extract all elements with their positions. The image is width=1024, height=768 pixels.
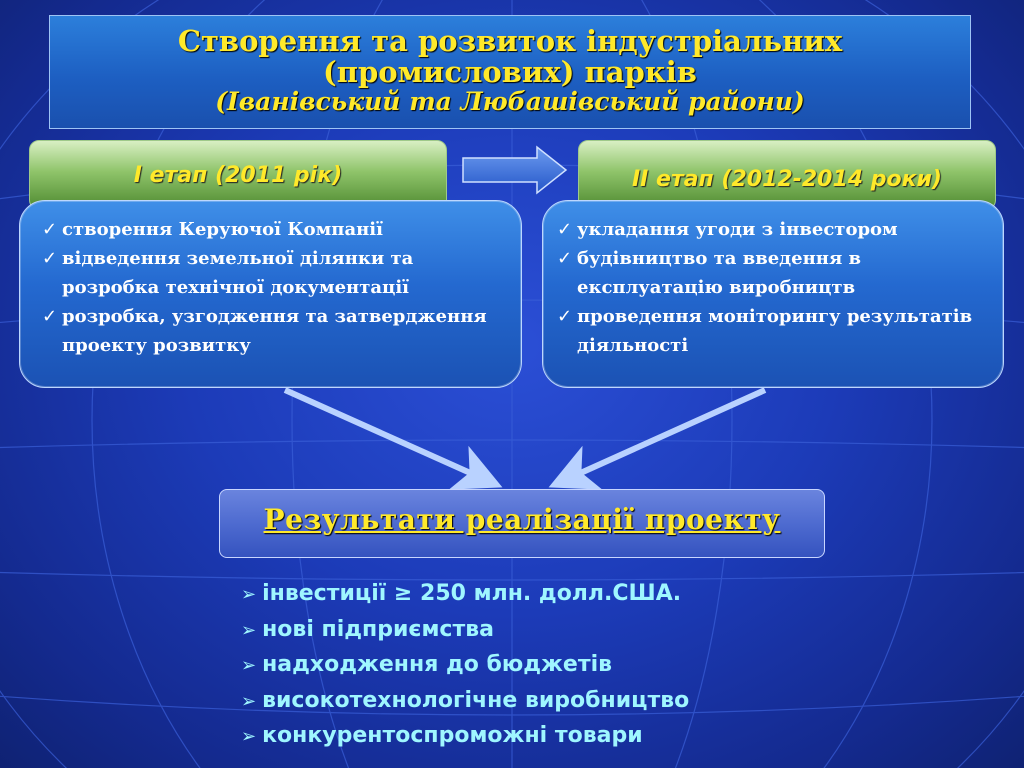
outcome-5: конкурентоспроможні товари: [262, 723, 643, 748]
check-icon: ✓: [42, 248, 58, 269]
stage-2-item-2: будівництво та введення в експлуатацію виробництв: [577, 248, 862, 298]
arrow-bullet-icon: ➢: [241, 655, 257, 676]
title-line-1: Створення та розвиток індустріальних: [177, 24, 843, 58]
outcomes-list: [241, 577, 941, 755]
check-icon: ✓: [42, 219, 58, 240]
list-item: [241, 648, 941, 684]
stage-1-item-1: створення Керуючої Компанії: [62, 219, 383, 240]
outcome-4: високотехнологічне виробництво: [262, 687, 690, 713]
arrow-bullet-icon: ➢: [241, 584, 257, 605]
outcome-1: інвестиції ≥ 250 млн. долл.США.: [262, 581, 682, 606]
results-box: [219, 489, 825, 558]
stage-2-item-1: укладання угоди з інвестором: [577, 219, 898, 240]
check-icon: ✓: [557, 219, 573, 240]
arrow-bullet-icon: ➢: [241, 690, 257, 712]
stage-1-item-2: відведення земельної ділянки та розробка технічної документації: [62, 248, 414, 298]
arrow-bullet-icon: ➢: [241, 726, 257, 747]
arrow-bullet-icon: ➢: [241, 619, 257, 641]
list-item: [241, 613, 941, 649]
results-title: Результати реалізації проекту: [263, 503, 781, 536]
stage-1-label: І етап (2011 рік): [133, 163, 343, 188]
stage-2-label: ІІ етап (2012-2014 роки): [632, 167, 942, 192]
check-icon: ✓: [557, 248, 573, 269]
title-line-2: (промислових) парків: [323, 55, 697, 89]
list-item: [241, 684, 941, 720]
title-subtitle: (Іванівський та Любашівський райони): [215, 87, 805, 116]
outcome-3: надходження до бюджетів: [262, 652, 613, 677]
stage-1-item-3: розробка, узгодження та затвердження проекту розвитку: [62, 306, 487, 356]
stage-2-item-3: проведення моніторингу результатів діяльності: [577, 306, 973, 356]
list-item: [241, 577, 941, 613]
outcome-2: нові підприємства: [262, 616, 494, 642]
check-icon: ✓: [42, 306, 58, 327]
check-icon: ✓: [557, 306, 573, 327]
list-item: [241, 719, 941, 755]
